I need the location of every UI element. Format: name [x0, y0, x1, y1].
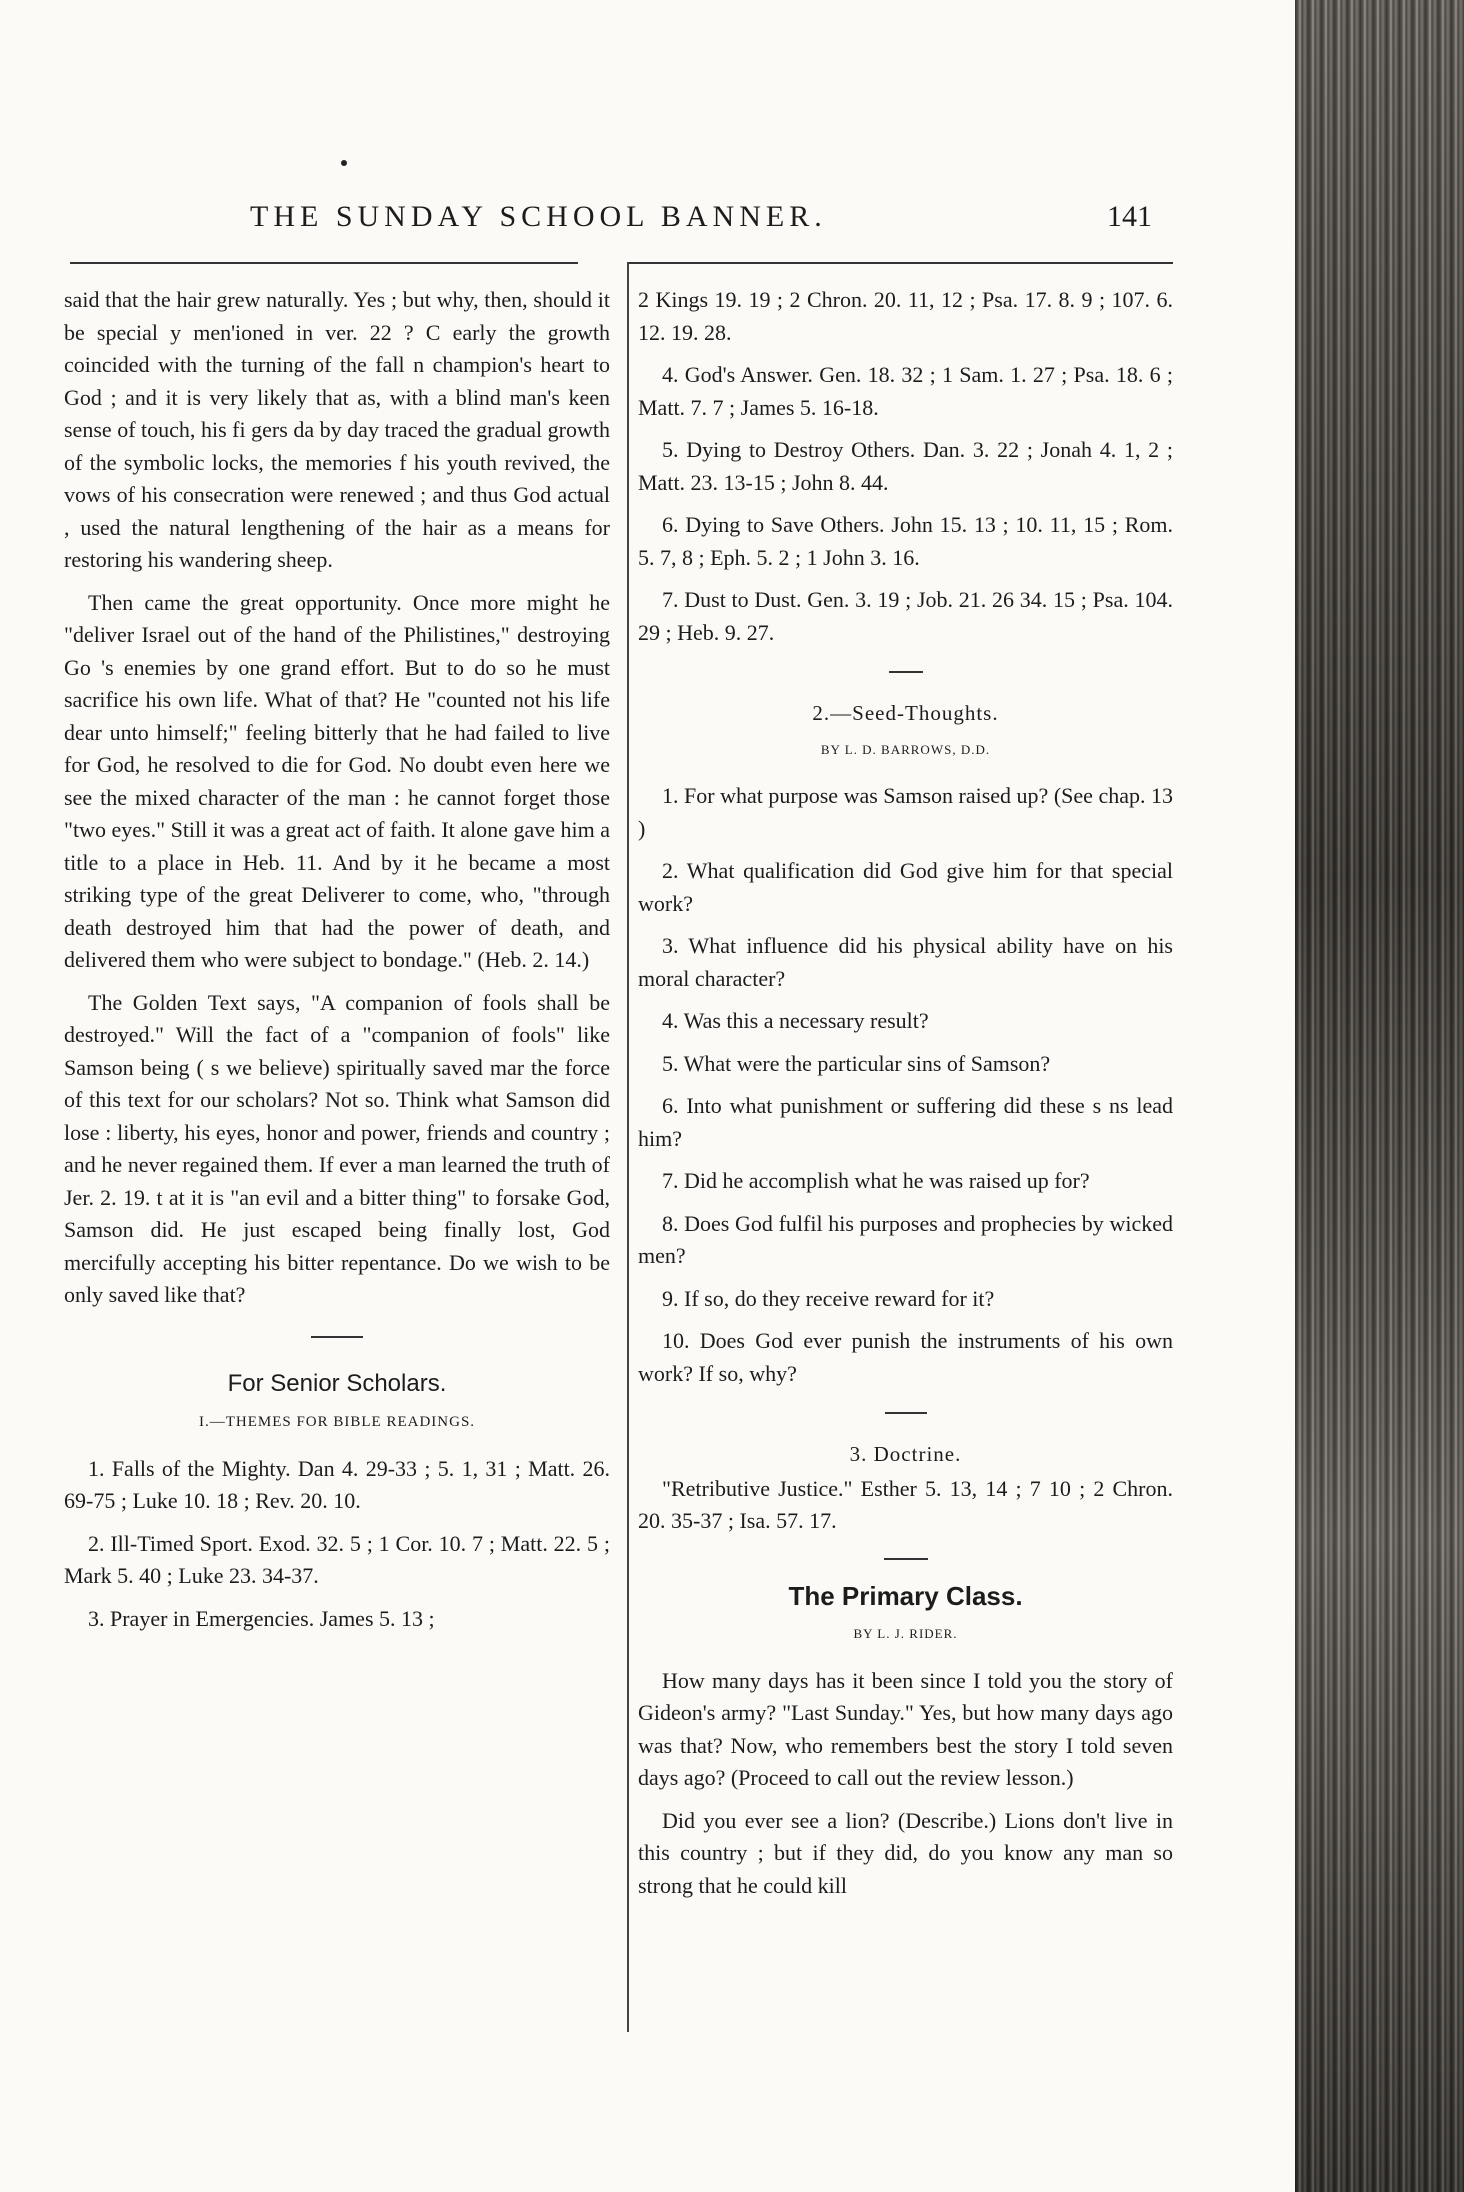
- left-column: [64, 284, 610, 1645]
- primary-class-byline: BY L. J. RIDER.: [853, 1626, 958, 1641]
- theme-7: 7. Dust to Dust. Gen. 3. 19 ; Job. 21. 26 34. 15 ; Psa. 104. 29 ; Heb. 9. 27.: [638, 587, 1173, 645]
- header-rule-left: [70, 262, 578, 264]
- paragraph-hair: said that the hair grew naturally. Yes ; but why, then, should it be special y men'ioned in ver. 22 ? C early the growth coincided with the turning of the fall n champion's heart to God ; and it is very likely that as, with a blind man's keen sense of touch, his fi gers da by day traced the gradual growth of the symbolic locks, the memories f his youth revived, the vows of his consecration were renewed ; and thus God actual , used the natural lengthening of the hair as a means for restoring his wandering sheep.: [64, 287, 610, 572]
- right-column: [638, 284, 1173, 1912]
- theme-4: 4. God's Answer. Gen. 18. 32 ; 1 Sam. 1. 27 ; Psa. 18. 6 ; Matt. 7. 7 ; James 5. 16-18.: [638, 362, 1173, 420]
- header-rule-right: [628, 262, 1173, 264]
- ink-dot: [341, 160, 347, 166]
- doctrine-text: "Retributive Justice." Esther 5. 13, 14 ; 7 10 ; 2 Chron. 20. 35-37 ; Isa. 57. 17.: [638, 1475, 1173, 1533]
- question-5: 5. What were the particular sins of Samson?: [662, 1050, 1051, 1076]
- theme-1: 1. Falls of the Mighty. Dan 4. 29-33 ; 5. 1, 31 ; Matt. 26. 69-75 ; Luke 10. 18 ; Rev. 20. 10.: [64, 1455, 610, 1513]
- theme-3: 3. Prayer in Emergencies. James 5. 13 ;: [88, 1605, 435, 1631]
- section-divider: [889, 671, 923, 673]
- seed-thoughts-heading: 2.—Seed-Thoughts.: [812, 701, 999, 725]
- section-divider: [311, 1336, 363, 1338]
- theme-3-continued: 2 Kings 19. 19 ; 2 Chron. 20. 11, 12 ; Psa. 17. 8. 9 ; 107. 6. 12. 19. 28.: [638, 287, 1173, 345]
- seed-thoughts-byline: BY L. D. BARROWS, D.D.: [820, 741, 991, 757]
- question-3: 3. What influence did his physical ability have on his moral character?: [638, 933, 1173, 991]
- book-edge-shading: [1295, 0, 1464, 2192]
- senior-scholars-heading: For Senior Scholars.: [227, 1369, 447, 1397]
- primary-class-heading: The Primary Class.: [788, 1580, 1023, 1611]
- theme-2: 2. Ill-Timed Sport. Exod. 32. 5 ; 1 Cor. 10. 7 ; Matt. 22. 5 ; Mark 5. 40 ; Luke 23. 34-37.: [64, 1530, 610, 1588]
- question-1: 1. For what purpose was Samson raised up? (See chap. 13 ): [638, 783, 1173, 841]
- doctrine-heading: 3. Doctrine.: [849, 1442, 962, 1466]
- question-10: 10. Does God ever punish the instruments of his own work? If so, why?: [638, 1328, 1173, 1386]
- primary-paragraph-1: How many days has it been since I told you the story of Gideon's army? "Last Sunday." Yes, but how many days ago was that? Now, who remembers best the story I told seven days ago? (Proceed to call out the review lesson.): [638, 1667, 1173, 1790]
- paragraph-opportunity: Then came the great opportunity. Once more might he "deliver Israel out of the hand of the Philistines," destroying Go 's enemies by one grand effort. But to do so he must sacrifice his own life. What of that? He "counted not his life dear unto himself;" feeling bitterly that he had failed to live for God, he resolved to die for God. No doubt even here we see the mixed character of the man : he cannot forget those "two eyes." Still it was a great act of faith. It alone gave him a title to a place in Heb. 11. And by it he became a most striking type of the great Deliverer to come, who, "through death destroyed him that had the power of death, and delivered them who were subject to bondage." (Heb. 2. 14.): [64, 589, 610, 972]
- section-divider: [884, 1558, 928, 1560]
- section-divider: [885, 1412, 927, 1414]
- question-4: 4. Was this a necessary result?: [662, 1008, 929, 1033]
- question-2: 2. What qualification did God give him for that special work?: [638, 858, 1173, 916]
- theme-6: 6. Dying to Save Others. John 15. 13 ; 10. 11, 15 ; Rom. 5. 7, 8 ; Eph. 5. 2 ; 1 John 3. 16.: [638, 512, 1173, 570]
- question-8: 8. Does God fulfil his purposes and prophecies by wicked men?: [638, 1210, 1173, 1268]
- paragraph-golden-text: The Golden Text says, "A companion of fools shall be destroyed." Will the fact of a "companion of fools" like Samson being ( s we believe) spiritually saved mar the force of this text for our scholars? Not so. Think what Samson did lose : liberty, his eyes, honor and power, friends and country ; and he never regained them. If ever a man learned the truth of Jer. 2. 19. t at it is "an evil and a bitter thing" to forsake God, Samson did. He just escaped being finally lost, God mercifully accepting his bitter repentance. Do we wish to be only saved like that?: [64, 989, 610, 1307]
- themes-heading: I.—THEMES FOR BIBLE READINGS.: [198, 1414, 476, 1430]
- question-6: 6. Into what punishment or suffering did these s ns lead him?: [638, 1093, 1173, 1151]
- question-9: 9. If so, do they receive reward for it?: [662, 1285, 995, 1311]
- column-divider: [627, 262, 629, 2032]
- running-head: THE SUNDAY SCHOOL BANNER.: [250, 200, 827, 233]
- theme-5: 5. Dying to Destroy Others. Dan. 3. 22 ; Jonah 4. 1, 2 ; Matt. 23. 13-15 ; John 8. 44.: [638, 437, 1173, 495]
- page-number: 141: [1107, 200, 1152, 233]
- question-7: 7. Did he accomplish what he was raised up for?: [662, 1168, 1090, 1193]
- primary-paragraph-2: Did you ever see a lion? (Describe.) Lions don't live in this country ; but if they did, do you know any man so strong that he could kill: [638, 1807, 1173, 1898]
